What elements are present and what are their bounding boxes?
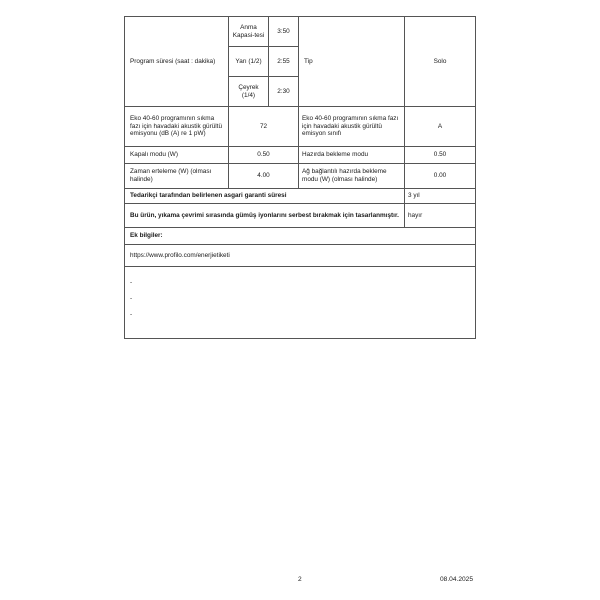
program-mode-full: Anma Kapasi-tesi [229,17,269,47]
noise-class-value: A [405,107,476,147]
silver-row [125,204,476,228]
energy-info-sheet [124,16,475,339]
noise-emission-value: 72 [229,107,299,147]
silver-ion-label: Bu ürün, yıkama çevrimi sırasında gümüş iyonlarını serbest bırakmak için tasarlanmıştır. [125,204,405,228]
program-time-quarter: 2:30 [269,77,299,107]
delay-row [125,164,476,189]
delay-start-value: 4.00 [229,164,299,189]
program-row-full [125,17,476,47]
warranty-value: 3 yıl [405,189,476,204]
noise-row [125,107,476,147]
noise-class-label: Eko 40-60 programının sıkma fazı için havadaki akustik gürültü emisyon sınıfı [299,107,405,147]
off-mode-value: 0.50 [229,147,299,164]
standby-label: Hazırda bekleme modu [299,147,405,164]
extra-info-url: https://www.profilo.com/enerjietiketi [125,245,476,267]
noise-emission-label: Eko 40-60 programının sıkma fazı için havadaki akustik gürültü emisyonu (dB (A) re 1 pW) [125,107,229,147]
program-mode-quarter: Çeyrek (1/4) [229,77,269,107]
extra-dashes-row [125,267,476,339]
dash-item: - [130,295,133,302]
dash-item: - [130,279,133,286]
power-row [125,147,476,164]
program-time-full: 3:50 [269,17,299,47]
standby-value: 0.50 [405,147,476,164]
warranty-row [125,189,476,204]
page-number: 2 [298,576,302,583]
document-date: 08.04.2025 [440,576,474,583]
extra-url-row [125,245,476,267]
tip-label: Tip [299,17,405,107]
network-standby-value: 0.00 [405,164,476,189]
extra-header-row [125,228,476,245]
warranty-label: Tedarikçi tarafından belirlenen asgari garanti süresi [125,189,405,204]
program-time-half: 2:55 [269,47,299,77]
extra-dashes-cell [125,267,476,339]
program-duration-label: Program süresi (saat : dakika) [125,17,229,107]
extra-info-label: Ek bilgiler: [125,228,476,245]
delay-start-label: Zaman erteleme (W) (olması halinde) [125,164,229,189]
off-mode-label: Kapalı modu (W) [125,147,229,164]
silver-ion-value: hayır [405,204,476,228]
network-standby-label: Ağ bağlantılı hazırda bekleme modu (W) (olması halinde) [299,164,405,189]
program-mode-half: Yarı (1/2) [229,47,269,77]
dash-item: - [130,311,133,318]
product-info-table [124,16,476,339]
tip-value: Solo [405,17,476,107]
